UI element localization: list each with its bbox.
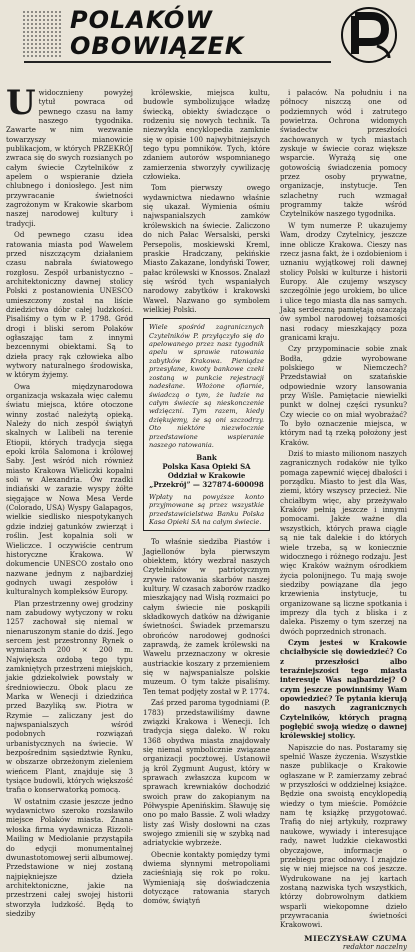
magazine-p-logo-icon bbox=[337, 4, 401, 66]
paragraph: Zaś przed paroma tygodniami (P. 1783) przedstawiliśmy dawne związki Krakowa i Wenecji. Ich tradycja sięga daleko. W roku 1368 obydwa miasta znajdowały się niemal symbolicznie związane organizacji pocztowej. Ustanowił ją król Zygmunt August, który w sprawach zwłaszcza kupcom w sprawach krewniaków dochodzić swoich praw do zakopianym na Półwyspie Apenińskim. Sławuję się ono po mało Bassie. Z woli władzy listy zaś Wisły dosłowni na czas swojego zmienili się w szybką nad adriatyckie wybrzeże. bbox=[143, 698, 270, 848]
paragraph: Dziś to miasto milionom naszych zagranicznych rodaków nie tylko pomaga zapewnić więcej dbałości i porządku. Miasto to jest dla Was, ziemi, który wszyscy przecież. Nie chciałbym więc, aby przeżywało Kraków pełnią jeszcze i innymi pomocami. Jakże ważne dla wszystkich, których prawa ciągle są nie tak dalekie i do których wiele trzeba, są w koniecznie widocznego i różnego rodzaju. Jest więc Kraków ważnym ośrodkiem życia polonijnego. Tu mają swoje siedziby powiązane dla jego krzewienia instytucje, tu organizowane są liczne spotkania i imprezy dla tych z bliska i z daleka. Piszemy o tym szerzej na dwóch poprzednich stronach. bbox=[280, 449, 407, 636]
paragraph: widocznieny powyżej tytuł powraca od pewnego czasu na łamy naszego tygodnika. Zawarte w nim wezwanie towarzyszy mianowicie publikacjom, w których PRZEKRÓJ zwraca się do swych rozsianych po całym świecie Czytelników z apelem o wspieranie dzieła chlubnego i doniosłego. Jest nim przywracanie świetności zagrożonym w Krakowie skarbom naszej narodowej kultury i tradycji. bbox=[6, 88, 133, 228]
paragraph: Od pewnego czasu idea ratowania miasta pod Wawelem przed niszczącym działaniem czasu nabrała światowego rozgłosu. Zespół urbanistyczno – architektoniczny dawnej stolicy Polski z postanowienia UNESCO umieszczony został na liście dziedzictwa dóbr całej ludzkości. Pisaliśmy o tym w P. 1798. Gród drogi i bliski serom Polaków ogłaszając tam z innymi bezcennymi obiektami. Są to dzieła pracy rąk człowieka albo wytwory naturalnego środowiska, w którym żyjemy. bbox=[6, 230, 133, 380]
paragraph: królewskie, miejsca kultu, budowle symbolizujące władzę świecką, obiekty świadczące o rodzeniu się nowych technik. Ta niezwykła encyklopedia zamknie się w opisie 100 najwybitniejszych tego typu pomników. Tych, które zdaniem autorów wspomnianego zamierzenia stworzyły cywilizację człowieka. bbox=[143, 88, 270, 182]
paragraph: W tym numerze P. ukazujemy Wam, drodzy Czytelnicy, jeszcze inne oblicze Krakowa. Cieszy nas rzecz jasna fakt, że i ozdobieniom i uznaniu wyjątkowej roli dawnej stolicy Polski w kulturze i historii Europy. Ale czujemy wszyscy szczególnie jego urokiem, bo ulice i ulice tego miasta dla nas samych. Jaką serdeczną pamiętają ozaczają ów symbol narodowej tożsamości nasi rodacy mieszkający poza granicami kraju. bbox=[280, 220, 407, 342]
article-header bbox=[6, 4, 409, 66]
paragraph: i pałaców. Na południu i na północy niszczą one od podziemnych wód i zatrutego powietrza. Ochrona widomych świadectw przeszłości zachowanych w tych miastach zyskuje w świecie coraz większe wsparcie. Wyrażą się one gotowością świadczenia pomocy przez osoby prywatne, organizacje, instytucje. Ten szlachetny ruch wzmagał programmy także wśród Czytelników naszego tygodnika. bbox=[280, 88, 407, 219]
paragraph-bold: Czym jesteś w Krakowie chciałbyście się dowiedzieć? Co z przeszłości albo teraźniejszości tego miasta interesuje Was najbardziej? O czym jeszcze powinniśmy Wam opowiedzieć? Te pytania kierują do naszych zagranicznych Czytelników, których pragną pogłębić swoją wiedzę o dawnej królewskiej stolicy. bbox=[280, 637, 407, 741]
author-name: MIECZYSŁAW CZUMA bbox=[304, 933, 407, 943]
bank-label: Bank bbox=[196, 453, 217, 463]
author-role: redaktor naczelny bbox=[342, 942, 407, 951]
paragraph: W ostatnim czasie jeszcze jedno wydawnictwo szeroko rozsławiło miejsce Polaków miasta. Znana włoska firma wydawnicza Rizzoli-Mailing w Mediolanie przystąpiła do edycji monumentalnej dwunastotomowej serii albumowej. Przedstawione w niej zostaną najpiękniejsze dzieła architektoniczne, jakie na przestrzeni całej swojej historii stworzyła ludzkość. Będą to siedziby bbox=[6, 796, 133, 918]
paragraph: Napiszcie do nas. Postaramy się spełnić Wasze życzenia. Wszystkie nasze publikacje o Krakowie ogłaszane w P. zamierzamy zebrać w przyszłości w oddzielnej książce. Będzie ona swoistą encyklopedią wiedzy o tym mieście. Pomóżcie nam tę książkę przygotować. Trafią do niej artykuły, rozprawy naukowe, wywiady i interesujące rady, nawet ludzkie ciekawostki obyczajowe, informacje o przebiegu prac odnowy. I znajdzie się w niej miejsce na coś jeszcze. Wydrukowane na jej kartach zostaną nazwiska tych wszystkich, którzy dobrowolnym datkiem wsparli wiekopomne dzieło przywracania świetności Krakowowi. bbox=[280, 742, 407, 930]
article-columns bbox=[6, 83, 409, 951]
lead-paragraph bbox=[6, 83, 133, 228]
paragraph: Czy przypominacie sobie znak Bodła, gdzie wyrobowane polskiego w Niemczech? Przedstawiał on szatańskie odpowiednie wzory lansowania przy Wiśle. Pamiętacie niewielki punkt w dolnej części rysunku? Czy wiecie co on miał wyobrażać? To było oznaczenie miejsca, w którym nad tą rzeką położony jest Kraków. bbox=[280, 344, 407, 447]
box-text: Wiele spośród zagranicznych Czytelników P. przyłączyło się do apelowanego przez nasz tygodnik apelu w sprawie ratowania zabytków Krakowa. Pieniądze przesyłane, kwoty bankowe czeki zostaną w punkcie rejestracji nadesłane. Włożone ofiarnie, świadczą o tym, że ludzie na całym świecie są nieskonczenie wdzięczni. Tym razem, kiedy dziękujemy, że są oni szczodrzy. Oto niektóre niezwłocznie przedstawione wspieranie naszego ratowania. bbox=[149, 323, 264, 449]
column-2 bbox=[143, 88, 270, 908]
bank-name: Polska Kasa Opieki SA bbox=[162, 462, 251, 472]
halftone-decoration bbox=[22, 10, 62, 58]
paragraph: Owa międzynarodowa organizacja wskazała więc całemu światu miejsca, które otoczone winny zostać należytą opieką. Należy do nich zespół świątyń skalnych w Lalibeli na terenie Etiopii, których tradycja sięga epoki króla Salomona i królowej Saby. Jest wśród nich również miasto Krakowa Wieliczki kopalni soli w Alexandria. Ów rzadki indiański w zarazie wyspy żółte sięgające w Nowa Mesa Verde (Colorado, USA) Wyspy Galapagos, wielkie siedlisko niespotykanych gdzie indziej gatunków zwierząt i roślin. Jest kopalnia soli w Wieliczce. I oczywiście centrum historyczne Krakowa. W dokumencie UNESCO zostało ono nazwane jednym z najbardziej godnych uwagi zespołów i kulturalnych kompleksów Europy. bbox=[6, 381, 133, 597]
paragraph: Tom pierwszy owego wydawnictwa niedawno właśnie się ukazał. Wymienia ośmiu najwspanialszych zamków królewskich na świecie. Zaliczono do nich Pałac Wersalski, perski Persepolis, moskiewski Kreml, praskie Hradczany, pekińskie Miasto Zakazane, londyński Tower, pałac królewski w Knossos. Znalazł się wśród tych wspaniałych narodowy zabytków i krakowski Wawel. Nazwano go symbolem wielkiej Polski. bbox=[143, 183, 270, 314]
bank-account-number: „Przekrój” — 327874-600098 bbox=[149, 480, 264, 490]
drop-cap: U bbox=[6, 83, 36, 123]
bank-branch: Oddział w Krakowie bbox=[167, 471, 246, 481]
headline-top: POLAKÓW bbox=[70, 6, 213, 34]
column-3 bbox=[280, 88, 407, 952]
column-1 bbox=[6, 83, 133, 920]
paragraph: Obecnie kontakty pomiędzy tymi dwiema słynnymi metropoliami zacieśniają się rok po roku. Wymieniają się doświadczenia dotyczące ratowania starych domów, świątyń bbox=[143, 849, 270, 906]
headline-main: OBOWIĄZEK bbox=[70, 32, 245, 60]
paragraph: Plan przestrzenny owej grodziny nam zabudowy wytyczony w roku 1257 zachował się niemal w nienaruszonym stanie do dziś. Jego sercem jest przestronny Rynek o wymiarach 200 × 200 m. Największa ozdobą tego typu zamkniętych przestrzeni miejskich, jakie gdziekolwiek powstały w średniowieczu. Obok placu ze Marka w Wenecji i dziedzińca przed Bazyliką sw. Piotra w Rzymie — zaliczany jest do najwspanialszych wśród podobnych rozwiązań urbanistycznych na świecie. W bezpośrednim sąsiedztwie Rynku, w obszarze obrzeżonym zieleniem wieńcem Plant, znajduje się 3 tysiące budowli, których większość trafia o konserwatorką pomocą. bbox=[6, 598, 133, 795]
paragraph: To właśnie siedziba Piastów i Jagiellonów była pierwszym obiektem, który wezbrał naszych Czytelników w patriotycznym zrywie ratowania skarbów naszej kultury. W czasach zaborów rzadko mieszkający nad Wisłą rozmaici po całym świecie nie poskąpili składkowych datków na dźwiganie świetności. Świadek przemarszu obrońców narodowej godności zaprawdą, że zamek królewski na Wawelu przeznaczony w okresie austriackie koszary z przemieniem się w najwspanialsze polskie muzeum. O tym także pisaliśmy. Ten temat podjęty został w P. 1774. bbox=[143, 537, 270, 696]
headline-rule bbox=[24, 61, 331, 63]
box-note: Wpłaty na powyższe konto przyjmowane są przez wszystkie przedstawicielstwa Banku Polska Kasa Opieki SA na całym świecie. bbox=[149, 492, 264, 526]
bank-account-box bbox=[143, 318, 270, 531]
